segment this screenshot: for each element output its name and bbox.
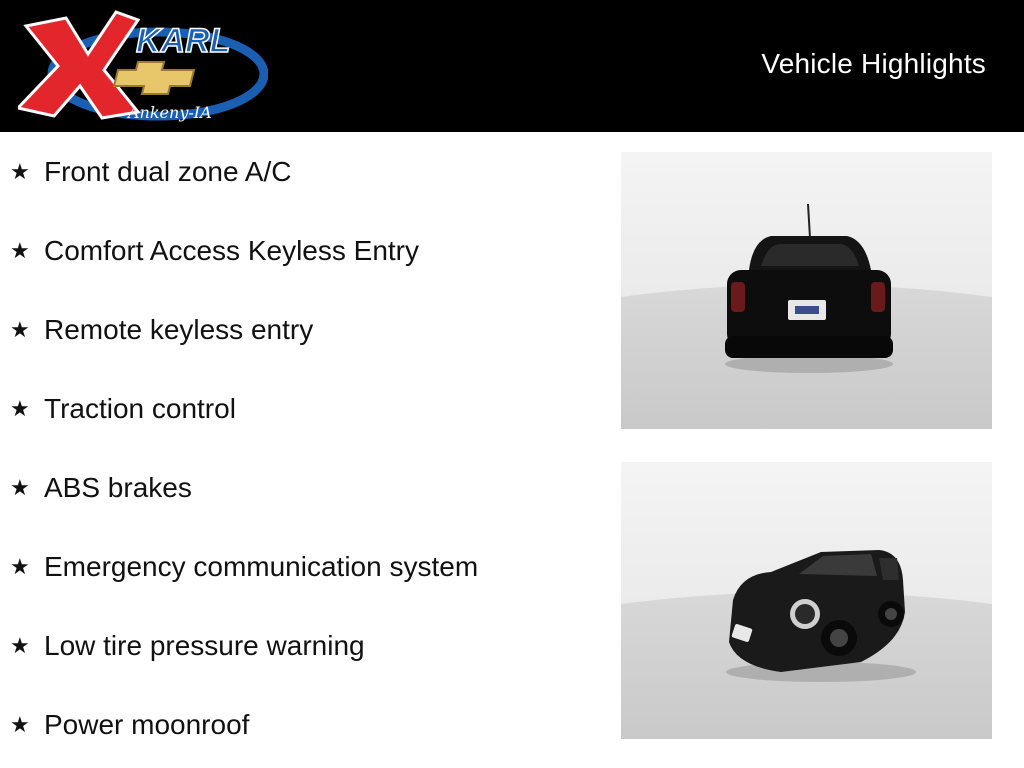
list-item	[10, 231, 419, 271]
star-icon: ★	[10, 238, 30, 263]
car-front-three-quarter-photo	[621, 462, 992, 739]
list-item	[10, 547, 478, 587]
list-item	[10, 705, 249, 745]
feature-label: Emergency communication system	[44, 551, 479, 582]
page-title: Vehicle Highlights	[761, 48, 986, 79]
list-item	[10, 310, 313, 350]
star-icon: ★	[10, 159, 30, 184]
feature-label: Comfort Access Keyless Entry	[44, 235, 420, 266]
star-icon: ★	[10, 317, 30, 342]
header-bar	[0, 0, 1024, 132]
feature-label: Power moonroof	[44, 709, 250, 740]
feature-label: ABS brakes	[44, 472, 192, 503]
list-item	[10, 389, 236, 429]
car-rear-view-photo	[621, 152, 992, 429]
list-item	[10, 626, 365, 666]
vehicle-photo-front[interactable]	[621, 462, 992, 739]
star-icon: ★	[10, 554, 30, 579]
feature-label: Remote keyless entry	[44, 314, 314, 345]
star-icon: ★	[10, 475, 30, 500]
vehicle-photo-rear[interactable]	[621, 152, 992, 429]
list-item	[10, 152, 291, 192]
logo-location-text: Ankeny-IA	[128, 103, 212, 122]
chevrolet-bowtie-icon	[114, 62, 194, 94]
logo-brand-text: KARL	[136, 22, 231, 60]
feature-label: Low tire pressure warning	[44, 630, 365, 661]
feature-label: Traction control	[44, 393, 236, 424]
feature-list	[0, 132, 600, 768]
star-icon: ★	[10, 633, 30, 658]
star-icon: ★	[10, 396, 30, 421]
list-item	[10, 468, 192, 508]
dealer-logo[interactable]	[18, 8, 268, 126]
star-icon: ★	[10, 712, 30, 737]
feature-label: Front dual zone A/C	[44, 156, 292, 187]
